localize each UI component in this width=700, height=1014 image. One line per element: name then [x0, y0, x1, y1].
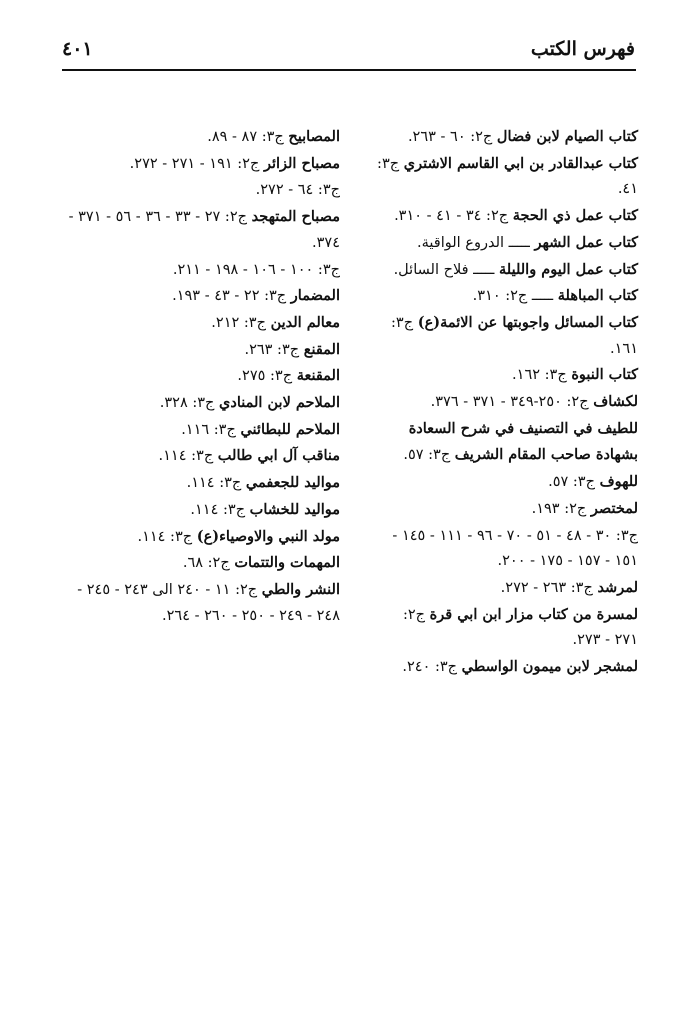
index-entry — [58, 550, 340, 577]
index-entry — [58, 257, 340, 284]
entry-refs: ج٣: ٢٦٣. — [244, 341, 304, 358]
entry-title: المقنع — [303, 340, 340, 358]
entry-title: مصباح الزائر — [263, 154, 340, 172]
entry-refs: ج٣: ٨٧ - ٨٩. — [207, 129, 289, 145]
index-entry — [58, 124, 340, 151]
entry-title: النشر والطي — [261, 580, 340, 598]
index-entry — [376, 469, 638, 496]
entry-title: مواليد للجعفمي — [245, 474, 340, 492]
entry-refs: ج٣: ١١٤. — [190, 501, 250, 518]
index-entry — [376, 416, 638, 469]
entry-title: كتاب الصيام لابن فضال — [496, 128, 638, 145]
entry-refs: ج٣: ١١٤. — [186, 475, 246, 492]
entry-refs: ج٣: ٥٧. — [548, 474, 600, 491]
entry-refs: ج٢: ٣٤ - ٤١ - ٣١٠. — [394, 208, 513, 225]
entry-title: مصباح المتهجد — [251, 208, 340, 226]
index-column-left — [58, 124, 340, 629]
entry-title: معالم الدين — [270, 313, 340, 331]
index-entry — [58, 204, 340, 256]
entry-title: مواليد للخشاب — [249, 500, 340, 518]
entry-title: كتاب المسائل واجوبتها عن الائمة(ع) — [417, 313, 638, 331]
header-rule — [62, 69, 636, 71]
entry-refs: ج٣: ٢٢ - ٤٣ - ١٩٣. — [172, 288, 291, 305]
entry-title: المقنعة — [296, 367, 340, 385]
index-entry — [376, 203, 638, 230]
index-entry — [58, 497, 340, 524]
entry-refs: ج٣: ١٠٠ - ١٠٦ - ١٩٨ - ٢١١. — [172, 261, 340, 278]
entry-refs: ـــــ ج٢: ٣١٠. — [472, 288, 558, 305]
index-entry — [376, 310, 638, 362]
index-entry — [58, 390, 340, 417]
index-entry — [376, 257, 638, 284]
entry-title: الملاحم للبطائني — [240, 420, 340, 438]
index-entry — [58, 283, 340, 310]
index-entry — [376, 230, 638, 257]
index-entry — [58, 417, 340, 444]
entry-title: الملاحم لابن المنادي — [219, 394, 340, 412]
entry-refs: ج٢: ٢٧ - ٣٣ - ٣٦ - ٥٦ - ٣٧١ - ٣٧٤. — [68, 209, 340, 251]
entry-title: لمختصر — [590, 499, 638, 517]
entry-refs: ـــــ الدروع الواقية. — [417, 234, 535, 251]
entry-refs: ج٢: ١٩٣. — [531, 500, 591, 517]
entry-refs: ج٢: ٢٧١ - ٢٧٣. — [402, 606, 638, 649]
entry-title: كتاب عمل الشهر — [534, 233, 638, 251]
entry-refs: ج٢: ٦٠ - ٢٦٣. — [407, 129, 497, 145]
index-entry — [376, 523, 638, 575]
index-entry — [58, 363, 340, 390]
index-entry — [58, 443, 340, 470]
index-entry — [376, 151, 638, 203]
entry-refs: ج٣: ٣٢٨. — [159, 395, 220, 412]
page-title: فهرس الكتب — [530, 38, 635, 60]
index-entry — [376, 362, 638, 389]
index-entry — [58, 524, 340, 551]
entry-title: لمسرة من كتاب مزار ابن ابي قرة — [429, 605, 638, 623]
index-entry — [376, 283, 638, 310]
index-entry — [376, 124, 638, 151]
entry-title: المضمار — [290, 287, 340, 305]
entry-title: المصابيح — [288, 128, 340, 145]
entry-title: كتاب المباهلة — [557, 287, 638, 305]
entry-refs: ج٣: ٢١٢. — [211, 314, 271, 331]
index-entry — [376, 389, 638, 416]
entry-refs: ج٣: ٥٧. — [403, 447, 455, 464]
entry-title: للطيف في التصنيف في شرح السعادة بشهادة صاحب المقام الشريف — [408, 419, 638, 464]
entry-refs: ج٣: ١٦١. — [391, 314, 638, 357]
index-column-right — [376, 124, 638, 681]
entry-title: كتاب عمل اليوم والليلة — [499, 260, 638, 278]
entry-refs: ج٢: ٢٥٠-٣٤٩ - ٣٧١ - ٣٧٦. — [430, 394, 594, 411]
entry-title: كتاب النبوة — [571, 366, 638, 384]
entry-refs: ج٢: ٦٨. — [182, 555, 235, 572]
entry-refs: ـــــ فلاح السائل. — [393, 261, 499, 278]
index-entry — [58, 177, 340, 204]
entry-title: لمرشد — [597, 578, 638, 596]
index-entry — [58, 337, 340, 364]
entry-title: مناقب آل ابي طالب — [217, 447, 340, 465]
index-entry — [376, 602, 638, 654]
index-entry — [58, 470, 340, 497]
index-entry — [376, 575, 638, 602]
entry-refs: ج٣: ٢٤٠. — [402, 659, 462, 676]
page-number: ٤٠١ — [62, 38, 93, 60]
entry-refs: ج٣: ٤١. — [377, 155, 638, 198]
page-header — [62, 36, 635, 70]
entry-title: لمشجر لابن ميمون الواسطي — [461, 658, 638, 676]
entry-title: مولد النبي والاوصياء(ع) — [196, 527, 340, 545]
entry-refs: ج٣: ٢٧٥. — [237, 368, 297, 385]
index-entry — [58, 310, 340, 337]
entry-refs: ج٣: ١١٤. — [158, 448, 218, 465]
entry-title: كتاب عمل ذي الحجة — [512, 207, 638, 225]
index-entry — [376, 496, 638, 523]
entry-refs: ج٣: ٢٦٣ - ٢٧٢. — [500, 579, 598, 596]
entry-refs: ج٣: ٣٠ - ٤٨ - ٥١ - ٧٠ - ٩٦ - ١١١ - ١٤٥ - ١٥١ - ١٥٧ - ١٧٥ - ٢٠٠. — [392, 527, 638, 570]
entry-title: لكشاف — [593, 393, 638, 411]
index-entry — [58, 151, 340, 178]
entry-refs: ج٣: ١١٦. — [181, 421, 241, 438]
entry-refs: ج٢: ١١ - ٢٤٠ الى ٢٤٣ - ٢٤٥ - ٢٤٨ - ٢٤٩ - ٢٥٠ - ٢٦٠ - ٢٦٤. — [77, 581, 340, 624]
entry-refs: ج٣: ١١٤. — [137, 528, 197, 545]
entry-refs: ج٣: ٦٤ - ٢٧٢. — [255, 182, 340, 199]
entry-title: كتاب عبدالقادر بن ابي القاسم الاشتري — [403, 154, 638, 172]
index-entry — [58, 577, 340, 629]
index-entry — [376, 654, 638, 681]
entry-refs: ج٢: ١٩١ - ٢٧١ - ٢٧٢. — [129, 155, 264, 172]
entry-title: للهوف — [599, 473, 638, 491]
entry-refs: ج٣: ١٦٢. — [512, 367, 572, 384]
entry-title: المهمات والتتمات — [234, 554, 340, 572]
